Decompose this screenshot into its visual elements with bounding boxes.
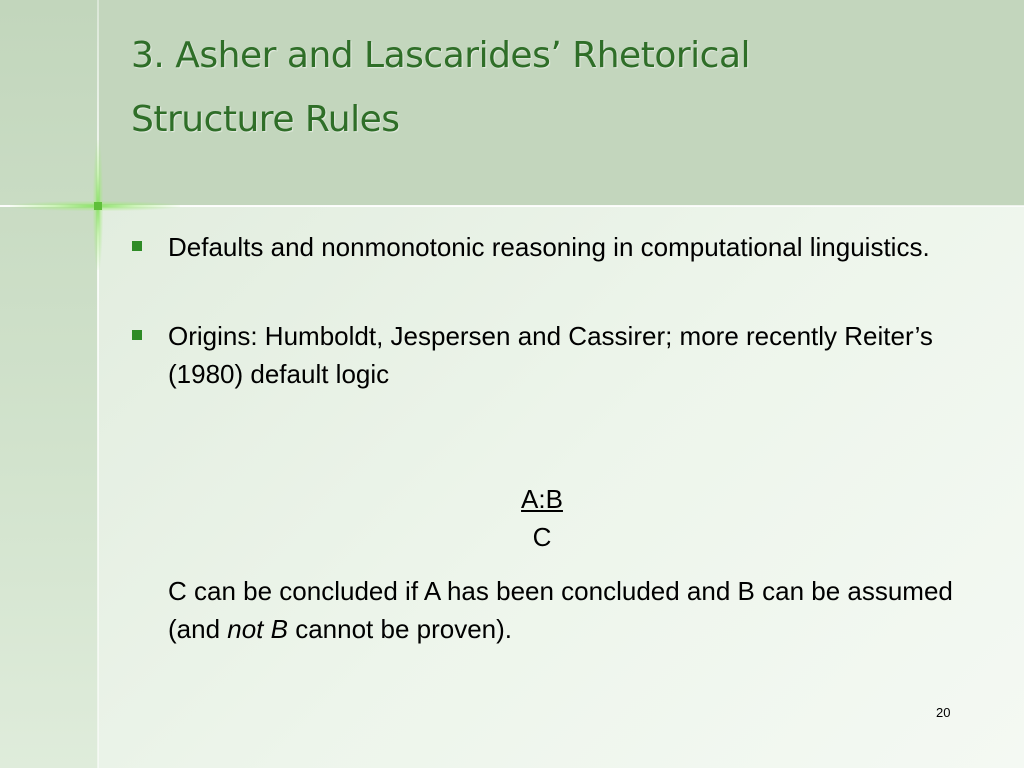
vertical-divider-line	[97, 0, 99, 768]
left-decorative-band	[0, 0, 98, 768]
glow-cross-center	[94, 202, 102, 210]
formula-explanation	[168, 572, 968, 648]
bullet-list	[128, 228, 968, 393]
bullet-text-defaults: Defaults and nonmonotonic reasoning in computational linguistics.	[168, 232, 930, 262]
default-rule-formula	[442, 480, 642, 556]
formula-denominator: C	[532, 522, 552, 552]
slide-title-line-2: Structure Rules	[131, 99, 400, 140]
bullet-item-origins	[128, 317, 968, 393]
explanation-italic-not-b: not B	[227, 614, 288, 644]
page-number: 20	[936, 705, 951, 720]
explanation-text-end: cannot be proven).	[287, 614, 513, 644]
formula-numerator: A:B	[521, 484, 563, 514]
slide-title	[131, 24, 991, 152]
slide-title-line-1: 3. Asher and Lascarides’ Rhetorical	[131, 35, 751, 76]
explanation-text-start: C can be concluded if A has been concluded and B can be assumed (and	[168, 576, 953, 644]
square-bullet-icon	[132, 330, 142, 340]
bullet-item-defaults	[128, 228, 968, 266]
bullet-text-origins: Origins: Humboldt, Jespersen and Cassirer; more recently Reiter’s (1980) default logic	[168, 321, 933, 389]
square-bullet-icon	[132, 241, 142, 251]
